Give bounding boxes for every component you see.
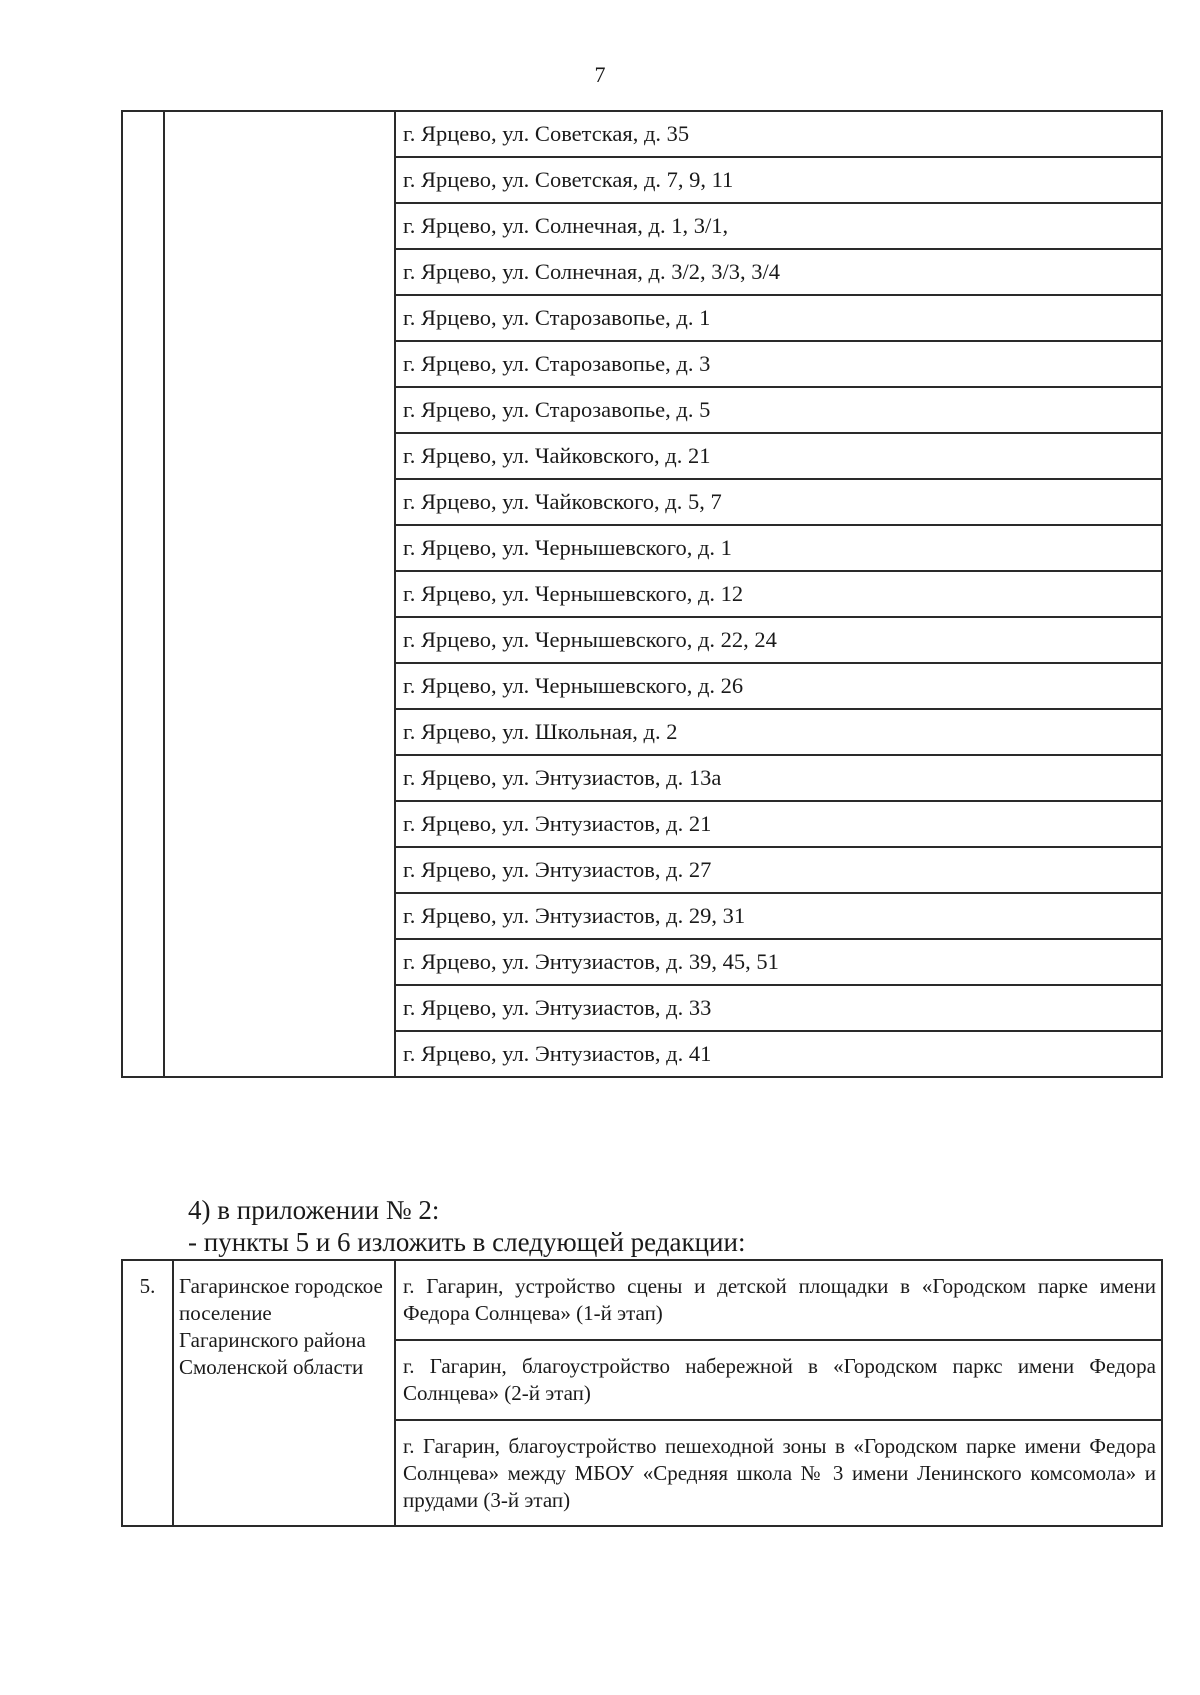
address-cell: г. Ярцево, ул. Солнечная, д. 3/2, 3/3, 3/4: [395, 249, 1162, 295]
address-cell: г. Ярцево, ул. Советская, д. 7, 9, 11: [395, 157, 1162, 203]
address-cell: г. Ярцево, ул. Школьная, д. 2: [395, 709, 1162, 755]
table-row: [122, 111, 1162, 157]
address-cell: г. Ярцево, ул. Чернышевского, д. 22, 24: [395, 617, 1162, 663]
instruction-line-1: 4) в приложении № 2:: [188, 1195, 440, 1225]
point-row: [122, 1260, 1162, 1340]
address-cell: г. Ярцево, ул. Чернышевского, д. 1: [395, 525, 1162, 571]
address-cell: г. Ярцево, ул. Чернышевского, д. 26: [395, 663, 1162, 709]
address-cell: г. Ярцево, ул. Старозавопье, д. 5: [395, 387, 1162, 433]
address-cell: г. Ярцево, ул. Старозавопье, д. 3: [395, 341, 1162, 387]
address-cell: г. Ярцево, ул. Энтузиастов, д. 39, 45, 51: [395, 939, 1162, 985]
empty-settlement-cell: [164, 111, 395, 1077]
point-item: г. Гагарин, устройство сцены и детской площадки в «Городском парке имени Федора Солнцева» (1-й этап): [395, 1260, 1162, 1340]
address-cell: г. Ярцево, ул. Энтузиастов, д. 41: [395, 1031, 1162, 1077]
address-cell: г. Ярцево, ул. Старозавопье, д. 1: [395, 295, 1162, 341]
address-cell: г. Ярцево, ул. Энтузиастов, д. 13а: [395, 755, 1162, 801]
address-cell: г. Ярцево, ул. Чернышевского, д. 12: [395, 571, 1162, 617]
instruction-line-2: - пункты 5 и 6 изложить в следующей редакции:: [188, 1227, 746, 1257]
address-table: [121, 110, 1163, 1078]
empty-number-cell: [122, 111, 164, 1077]
page-number: 7: [594, 62, 606, 87]
address-cell: г. Ярцево, ул. Энтузиастов, д. 33: [395, 985, 1162, 1031]
address-cell: г. Ярцево, ул. Энтузиастов, д. 27: [395, 847, 1162, 893]
address-cell: г. Ярцево, ул. Чайковского, д. 5, 7: [395, 479, 1162, 525]
point-item: г. Гагарин, благоустройство пешеходной зоны в «Городском парке имени Федора Солнцева» между МБОУ «Средняя школа № 3 имени Ленинского комсомола» и прудами (3-й этап): [395, 1420, 1162, 1526]
point-item: г. Гагарин, благоустройство набережной в «Городском паркс имени Федора Солнцева» (2-й этап): [395, 1340, 1162, 1420]
settlement-name: Гагаринское городское поселение Гагаринского района Смоленской области: [173, 1260, 395, 1526]
point-table: [121, 1259, 1163, 1527]
point-number: 5.: [122, 1260, 173, 1526]
address-cell: г. Ярцево, ул. Энтузиастов, д. 29, 31: [395, 893, 1162, 939]
address-cell: г. Ярцево, ул. Советская, д. 35: [395, 111, 1162, 157]
address-table-body: [122, 111, 1162, 1077]
address-cell: г. Ярцево, ул. Солнечная, д. 1, 3/1,: [395, 203, 1162, 249]
address-cell: г. Ярцево, ул. Чайковского, д. 21: [395, 433, 1162, 479]
address-cell: г. Ярцево, ул. Энтузиастов, д. 21: [395, 801, 1162, 847]
